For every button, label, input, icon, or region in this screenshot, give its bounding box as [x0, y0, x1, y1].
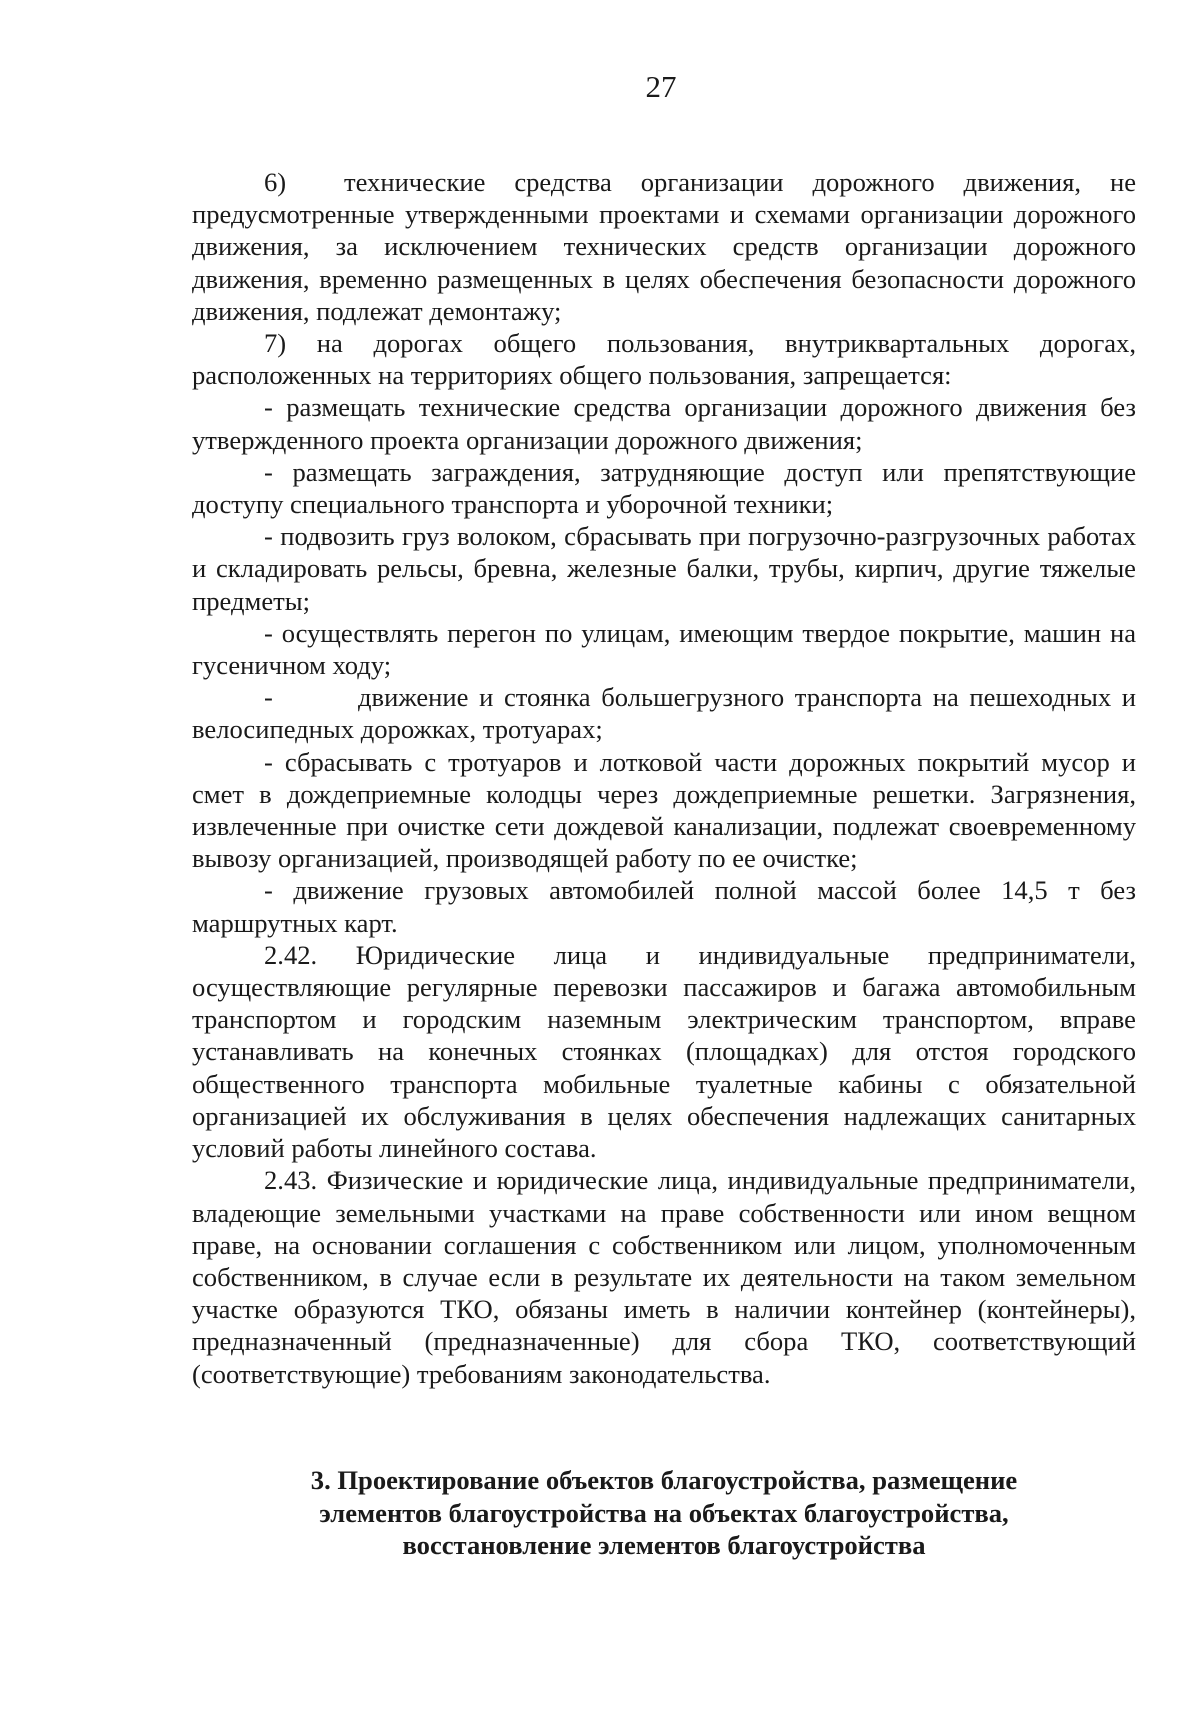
- page-number: 27: [645, 69, 677, 104]
- paragraph-bullet: - размещать заграждения, затрудняющие доступ или препятствующие доступу специального транспорта и уборочной техники;: [192, 456, 1136, 520]
- section-heading: [192, 1464, 1136, 1562]
- paragraph-bullet: - осуществлять перегон по улицам, имеющим твердое покрытие, машин на гусеничном ходу;: [192, 617, 1136, 681]
- paragraph-item-7: 7) на дорогах общего пользования, внутриквартальных дорогах, расположенных на территориях общего пользования, запрещается:: [192, 328, 1136, 391]
- paragraph-bullet: - подвозить груз волоком, сбрасывать при погрузочно-разгрузочных работах и складировать рельсы, бревна, железные балки, трубы, кирпич, другие тяжелые предметы;: [192, 521, 1136, 616]
- section-heading-line: восстановление элементов благоустройства: [402, 1530, 926, 1560]
- paragraph-bullet: - движение и стоянка большегрузного транспорта на пешеходных и велосипедных дорожках, тротуарах;: [192, 682, 1136, 745]
- paragraph-clause-2-43: 2.43. Физические и юридические лица, индивидуальные предприниматели, владеющие земельными участками на праве собственности или ином вещном праве, на основании соглашения с собственником или лицом, уполномоченным собственником, в случае если в результате их деятельности на таком земельном участке образуются ТКО, обязаны иметь в наличии контейнер (контейнеры), предназначенный (предназначенные) для сбора ТКО, соответствующий (соответствующие) требованиям законодательства.: [192, 1165, 1136, 1389]
- section-heading-line: 3. Проектирование объектов благоустройства, размещение: [310, 1465, 1018, 1495]
- paragraph-item-6: 6) технические средства организации дорожного движения, не предусмотренные утвержденными проектами и схемами организации дорожного движения, за исключением технических средств организации дорожного движения, временно размещенных в целях обеспечения безопасности дорожного движения, подлежат демонтажу;: [192, 167, 1136, 326]
- paragraph-clause-2-42: 2.42. Юридические лица и индивидуальные предприниматели, осуществляющие регулярные перевозки пассажиров и багажа автомобильным транспортом и городским наземным электрическим транспортом, вправе устанавливать на конечных стоянках (площадках) для отстоя городского общественного транспорта мобильные туалетные кабины с обязательной организацией их обслуживания в целях обеспечения надлежащих санитарных условий работы линейного состава.: [192, 939, 1136, 1164]
- body-text: [192, 166, 1136, 1390]
- paragraph-bullet: - движение грузовых автомобилей полной массой более 14,5 т без маршрутных карт.: [192, 875, 1136, 938]
- section-heading-line: элементов благоустройства на объектах благоустройства,: [319, 1497, 1009, 1528]
- paragraph-bullet: - сбрасывать с тротуаров и лотковой части дорожных покрытий мусор и смет в дождеприемные колодцы через дождеприемные решетки. Загрязнения, извлеченные при очистке сети дождевой канализации, подлежат своевременному вывозу организацией, производящей работу по ее очистке;: [192, 746, 1136, 874]
- paragraph-bullet: - размещать технические средства организации дорожного движения без утвержденного проекта организации дорожного движения;: [192, 392, 1136, 455]
